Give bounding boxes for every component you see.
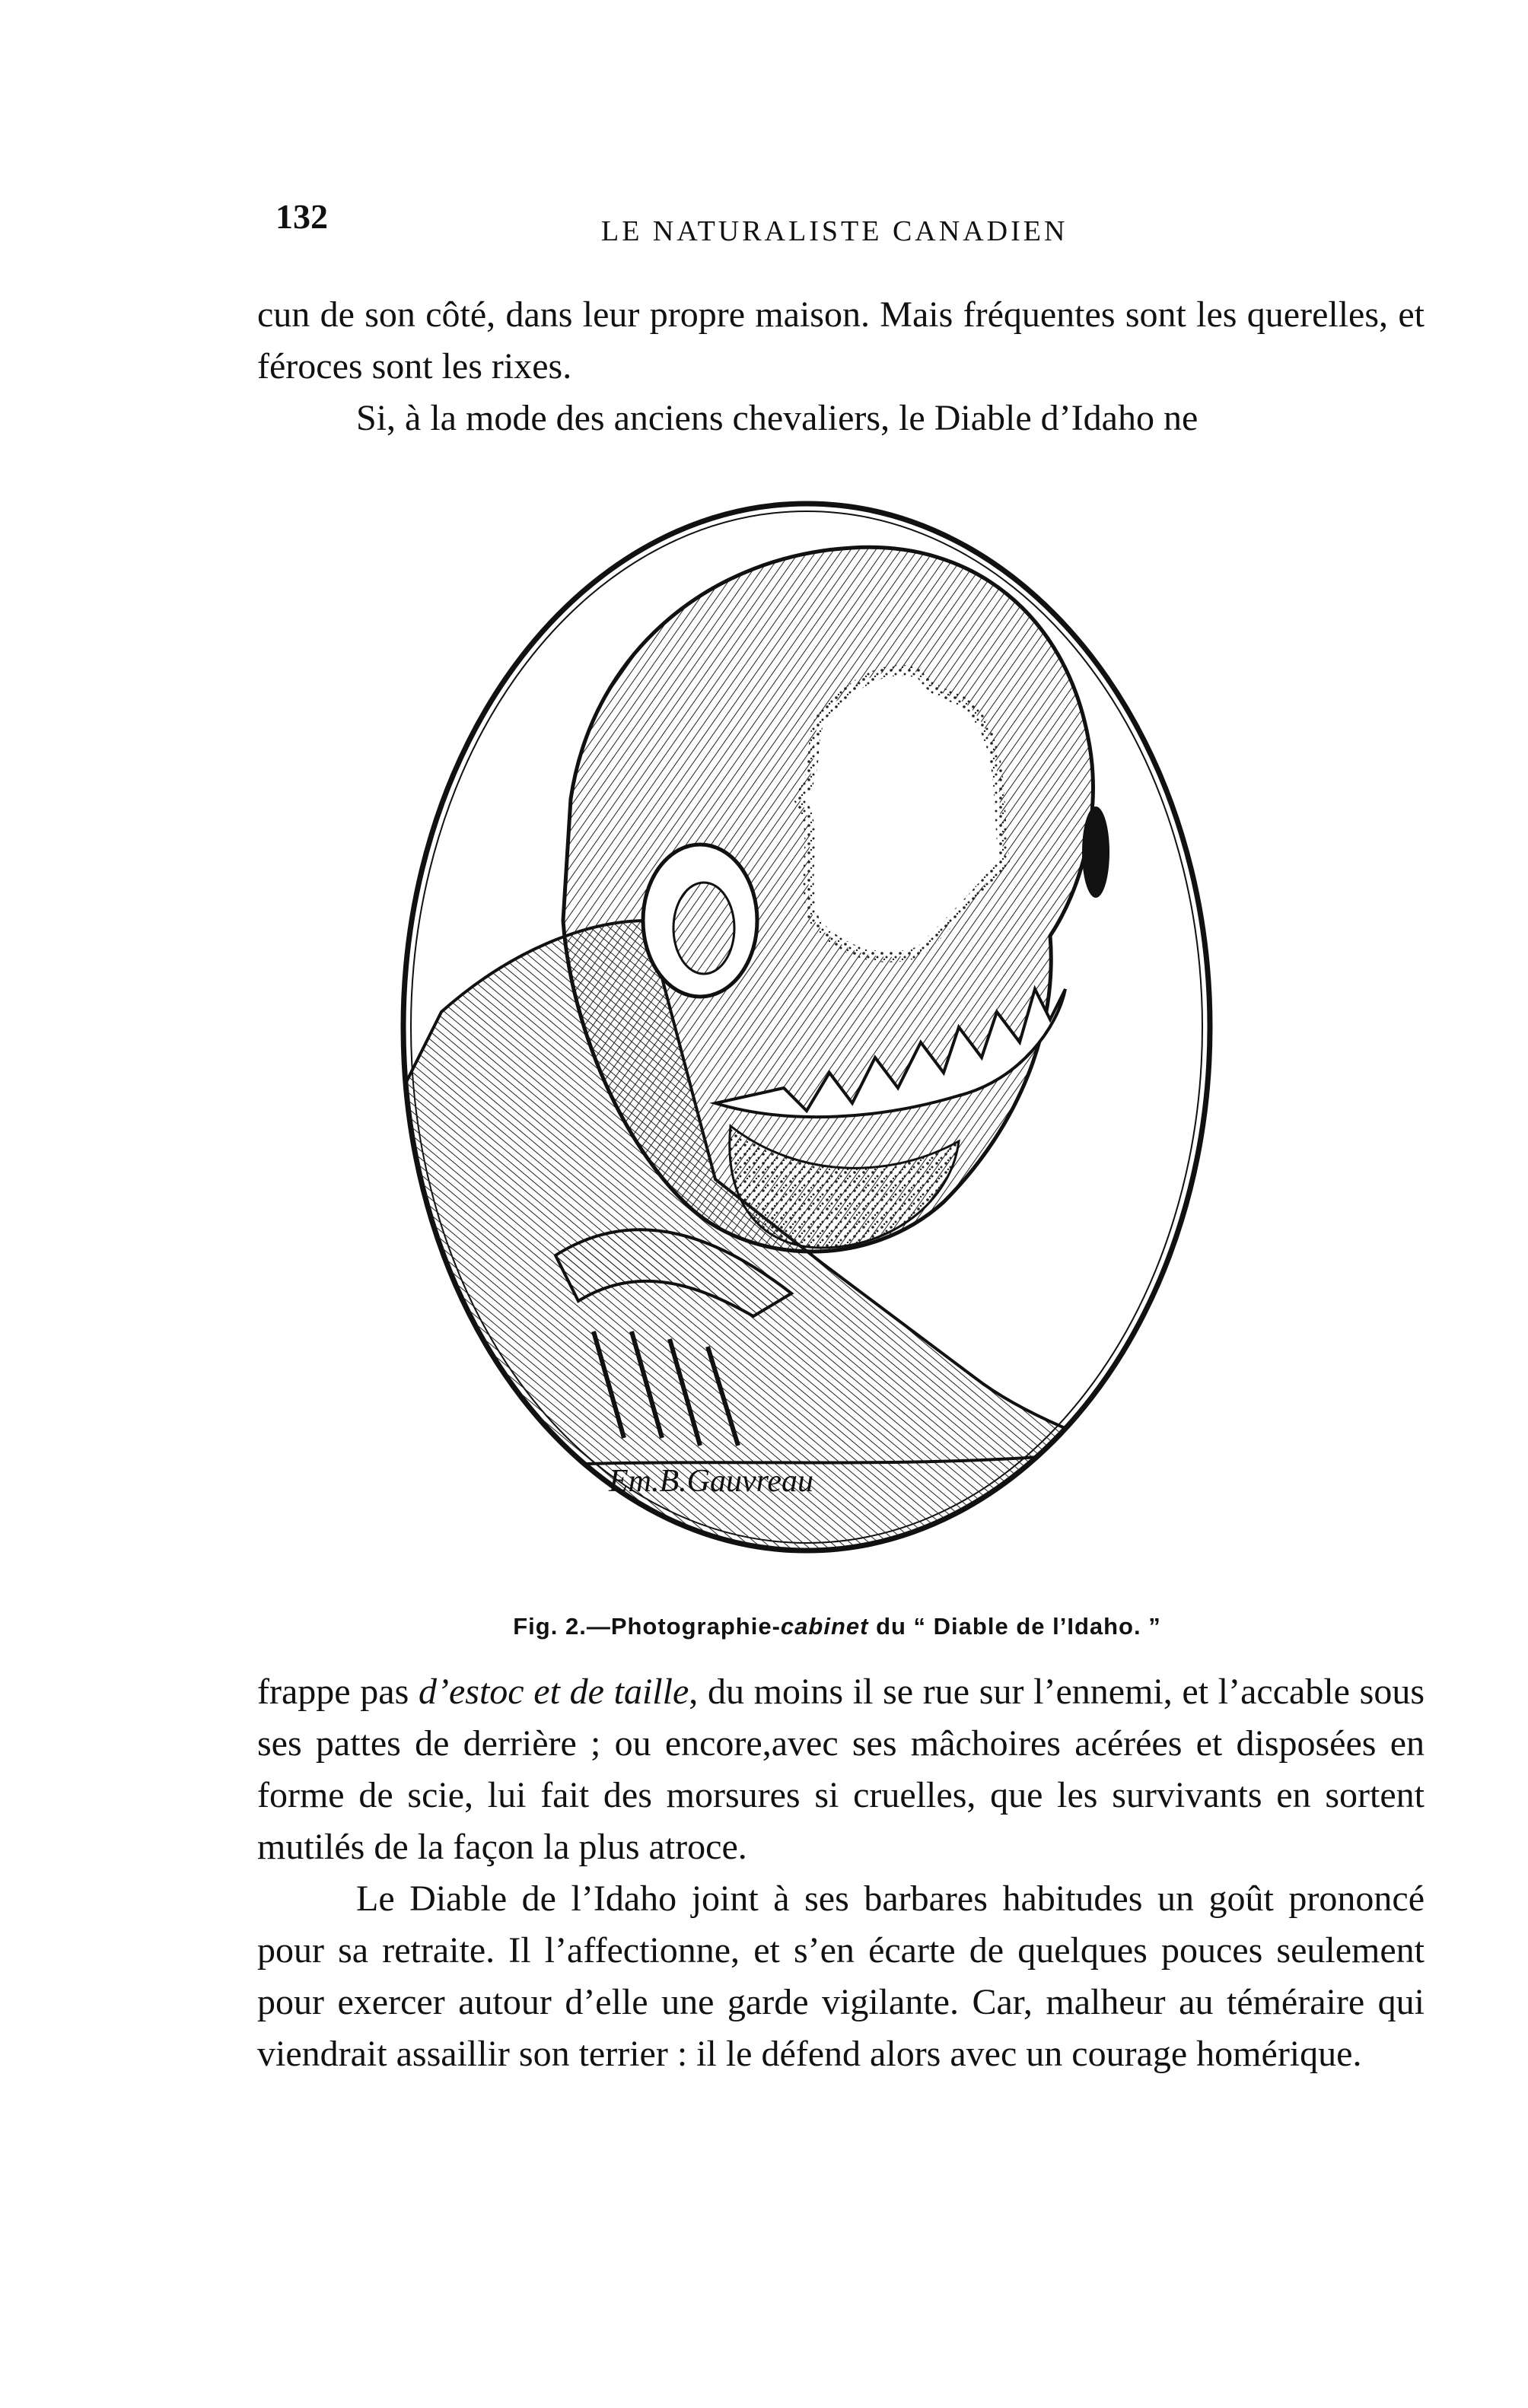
figure-illustration xyxy=(396,495,1218,1575)
creature-ear-inner xyxy=(673,883,734,974)
p1-part1: frappe pas xyxy=(257,1672,419,1712)
engraving-svg xyxy=(396,495,1218,1575)
top-text-block xyxy=(257,289,1425,444)
paragraph-bottom-2: Le Diable de l’Idaho joint à ses barbares habitudes un goût prononcé pour sa retraite. Il l’affectionne, et s’en écarte de quelques pouces seulement pour exercer autour d’elle une garde vigilante. Car, malheur au téméraire qui viendrait assaillir son terrier : il le défend alors avec un courage homérique. xyxy=(257,1878,1425,2074)
paragraph-top-1: cun de son côté, dans leur propre maison. Mais fréquentes sont les querelles, et féroces sont les rixes. xyxy=(257,294,1425,386)
page-number: 132 xyxy=(275,197,328,236)
running-head: LE NATURALISTE CANADIEN xyxy=(601,215,1068,247)
p1-part2: , du moins il se rue sur l’ennemi, et l’accable sous ses pattes de derrière ; ou encore,avec ses mâchoires acérées et disposées en forme de scie, lui fait des morsures si cruelles, que les survivants en sortent mutilés de la façon la plus atroce. xyxy=(257,1672,1425,1867)
p1-italic: d’estoc et de taille xyxy=(418,1672,689,1712)
caption-middle: du “ xyxy=(868,1613,934,1640)
caption-subject: Diable de l’Idaho. xyxy=(933,1613,1141,1640)
engraver-signature: Em.B.Gauvreau xyxy=(609,1464,814,1499)
caption-cabinet: cabinet xyxy=(780,1613,869,1640)
creature-eye xyxy=(1082,806,1109,898)
paragraph-bottom-1 xyxy=(257,1666,1425,1873)
figure-caption xyxy=(419,1613,1256,1640)
bottom-text-block xyxy=(257,1666,1425,2080)
caption-end: ” xyxy=(1141,1613,1161,1640)
caption-prefix: Fig. 2.—Photographie- xyxy=(513,1613,781,1640)
paragraph-top-2: Si, à la mode des anciens chevaliers, le Diable d’Idaho ne xyxy=(356,398,1199,438)
